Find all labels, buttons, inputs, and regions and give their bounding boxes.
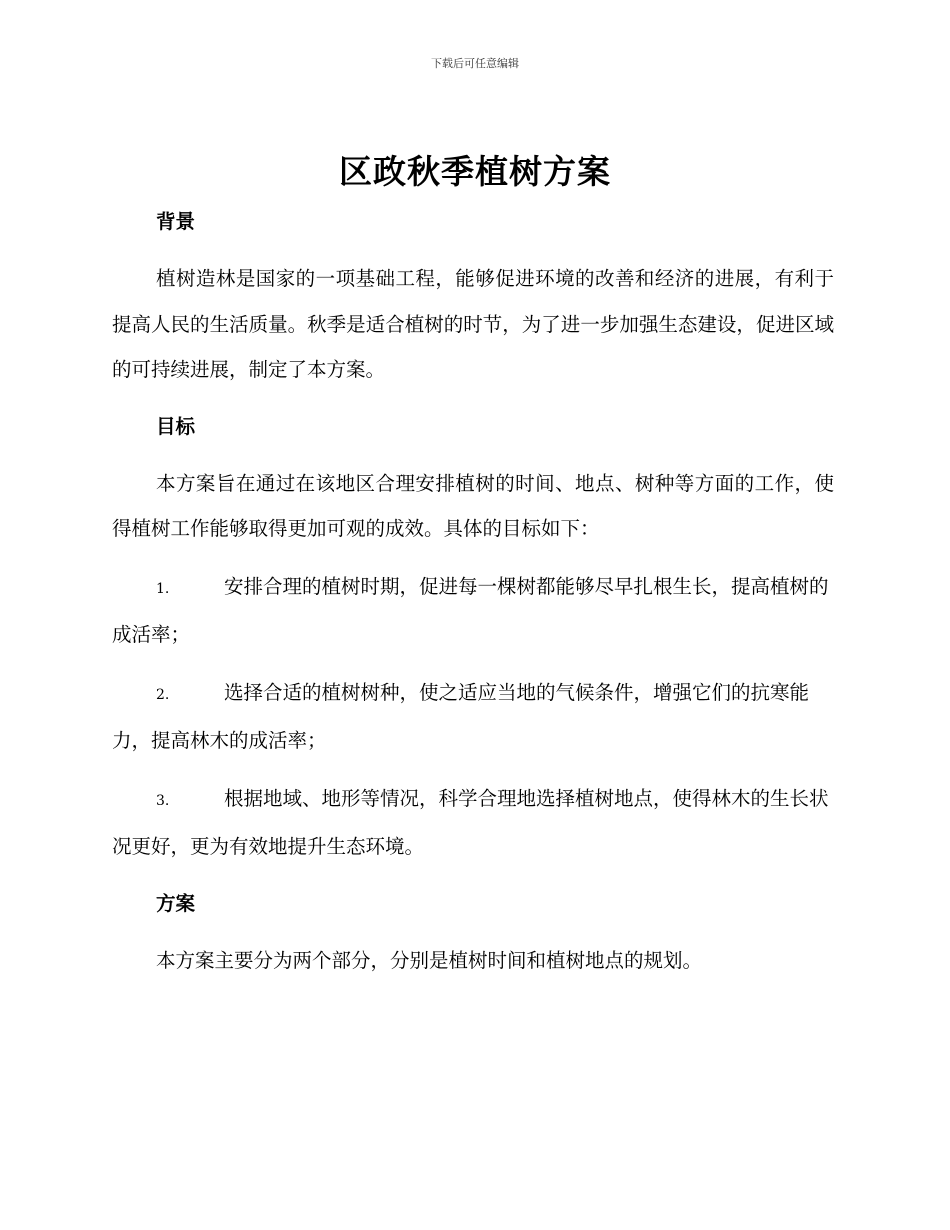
goal-item	[112, 564, 834, 658]
goal-item-text: 根据地域、地形等情况，科学合理地选择植树地点，使得林木的生长状况更好，更为有效地提升生态环境。	[112, 786, 829, 858]
header-note: 下载后可任意编辑	[431, 57, 519, 70]
section-heading-background: 背景	[156, 210, 196, 233]
background-paragraph: 植树造林是国家的一项基础工程，能够促进环境的改善和经济的进展，有利于提高人民的生活质量。秋季是适合植树的时节，为了进一步加强生态建设，促进区域的可持续进展，制定了本方案。	[112, 267, 834, 381]
goal-item	[112, 670, 834, 764]
goal-item-text: 安排合理的植树时期，促进每一棵树都能够尽早扎根生长，提高植树的成活率；	[112, 574, 829, 646]
goal-item-number: 1.	[156, 580, 170, 597]
section-heading-plan: 方案	[156, 891, 196, 915]
plan-paragraph: 本方案主要分为两个部分，分别是植树时间和植树地点的规划。	[156, 948, 703, 972]
document-title: 区政秋季植树方案	[339, 152, 611, 191]
goals-paragraph: 本方案旨在通过在该地区合理安排植树的时间、地点、树种等方面的工作，使得植树工作能够取得更加可观的成效。具体的目标如下：	[112, 471, 834, 540]
goal-item-number: 2.	[156, 686, 170, 703]
goal-item-text: 选择合适的植树树种，使之适应当地的气候条件，增强它们的抗寒能力，提高林木的成活率；	[112, 680, 810, 752]
section-heading-goals: 目标	[156, 414, 196, 438]
document-body	[112, 200, 834, 983]
goal-item-number: 3.	[156, 792, 170, 809]
goal-item	[112, 776, 834, 870]
